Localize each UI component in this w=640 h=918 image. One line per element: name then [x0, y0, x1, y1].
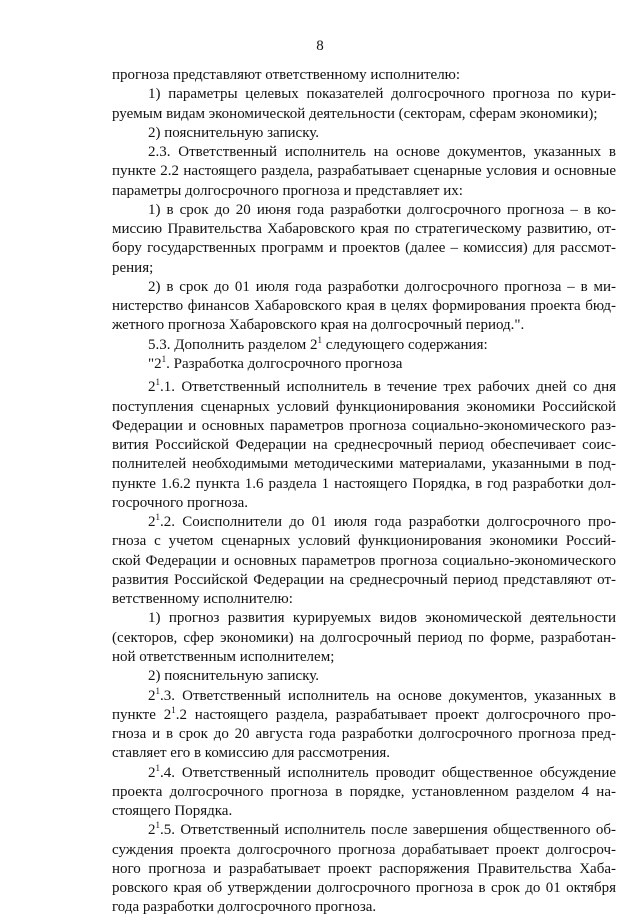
text-line: параметры долгосрочного прогноза и представляет их:	[112, 182, 463, 199]
text-fragment: 2	[148, 379, 156, 396]
text-fragment: 2	[148, 822, 156, 839]
text-line: миссию Правительства Хабаровского края по стратегическому развитию, от-	[112, 221, 616, 238]
text-line: ного прогноза и разрабатывает проект распоряжения Правительства Хаба-	[112, 860, 616, 877]
list-item: 2) пояснительную записку.	[148, 124, 320, 141]
superscript: 1	[155, 762, 160, 773]
text-line: нистерство финансов Хабаровского края в целях формирования проекта бюд-	[112, 298, 616, 315]
text-line: руемым видам экономической деятельности (секторам, сферам экономики);	[112, 105, 598, 122]
text-line: года разработки долгосрочного прогноза.	[112, 899, 377, 916]
list-item: 2) пояснительную записку.	[148, 668, 320, 685]
text-line: пункте 2.2 настоящего раздела, разрабатывает сценарные условия и основные	[112, 163, 616, 180]
text-line: жетного прогноза Хабаровского края на долгосрочный период.".	[112, 317, 525, 334]
superscript: 1	[155, 512, 160, 523]
paragraph-line	[112, 336, 616, 355]
text-line: стоящего Порядка.	[112, 803, 233, 820]
text-line: гноза и в срок до 20 августа года разработки долгосрочного прогноза пред-	[112, 726, 616, 743]
text-line: ровского края об утверждении долгосрочного прогноза в срок до 01 октября	[112, 880, 616, 897]
list-item: 1) прогноз развития курируемых видов экономической деятельности	[148, 610, 616, 627]
text-fragment: . Разработка долгосрочного прогноза	[166, 355, 403, 372]
paragraph-line	[112, 821, 616, 840]
text-fragment: 2	[148, 687, 156, 704]
text-fragment: .2. Соисполнители до 01 июля года разработки долгосрочного про-	[160, 514, 616, 531]
text-fragment: 5.3. Дополнить разделом 2	[148, 336, 318, 353]
text-line: ной ответственным исполнителем;	[112, 648, 335, 665]
superscript: 1	[317, 334, 323, 345]
list-item: 1) в срок до 20 июня года разработки долгосрочного прогноза – в ко-	[148, 201, 616, 218]
list-item: 1) параметры целевых показателей долгосрочного прогноза по кури-	[148, 86, 616, 103]
text-line	[112, 706, 616, 725]
text-line: Федерации и основных параметров прогноза социально-экономического раз-	[112, 417, 616, 434]
text-line: развития Российской Федерации на среднесрочный период представляют от-	[112, 571, 616, 588]
text-fragment: .5. Ответственный исполнитель после завершения общественного об-	[160, 822, 616, 839]
text-line: вития Российской Федерации на среднесрочный период обеспечивает соис-	[112, 437, 616, 454]
text-fragment: 2	[148, 514, 156, 531]
superscript: 1	[155, 685, 160, 696]
text-fragment: пункте 2	[112, 706, 172, 723]
superscript: 1	[155, 377, 160, 388]
text-fragment: .3. Ответственный исполнитель на основе документов, указанных в	[160, 687, 616, 704]
paragraph-line: 2.3. Ответственный исполнитель на основе документов, указанных в	[148, 144, 616, 161]
text-fragment: следующего содержания:	[322, 336, 488, 353]
text-line: суждения проекта долгосрочного прогноза дорабатывает проект долгосроч-	[112, 841, 616, 858]
superscript: 1	[161, 353, 167, 364]
text-line: проекта долгосрочного прогноза в порядке, установленном разделом 4 на-	[112, 783, 616, 800]
paragraph-line	[112, 513, 616, 532]
text-line: ставляет его в комиссию для рассмотрения.	[112, 745, 390, 762]
section-heading	[112, 355, 616, 374]
text-fragment: .1. Ответственный исполнитель в течение трех рабочих дней со дня	[160, 379, 616, 396]
page-number: 8	[316, 38, 324, 54]
text-line: поступления сценарных условий функционирования экономики Российской	[112, 398, 616, 415]
text-line: прогноза представляют ответственному исполнителю:	[112, 67, 461, 83]
text-line: бору государственных программ и проектов (далее – комиссия) для рассмот-	[112, 240, 616, 257]
paragraph-line	[112, 764, 616, 783]
text-line: госрочного прогноза.	[112, 494, 249, 511]
text-line: пункте 1.6.2 пункта 1.6 раздела 1 настоящего Порядка, в год разработки дол-	[112, 475, 616, 492]
text-fragment: 2	[148, 764, 156, 781]
text-line: рения;	[112, 259, 154, 276]
text-line: полнителей необходимыми методическими материалами, указанными в под-	[112, 456, 616, 473]
text-line: (секторов, сфер экономики) на долгосрочный период по форме, разработан-	[112, 629, 616, 646]
text-line: гноза с учетом сценарных условий функционирования экономики Россий-	[112, 533, 616, 550]
text-fragment: .2 настоящего раздела, разрабатывает проект долгосрочного про-	[175, 706, 617, 723]
list-item: 2) в срок до 01 июля года разработки долгосрочного прогноза – в ми-	[148, 278, 616, 295]
text-fragment: .4. Ответственный исполнитель проводит общественное обсуждение	[160, 764, 616, 781]
paragraph-line	[112, 687, 616, 706]
superscript: 1	[155, 820, 160, 831]
document-body	[112, 66, 616, 918]
text-line: ветственному исполнителю:	[112, 591, 293, 608]
superscript: 1	[171, 704, 176, 715]
paragraph-line	[112, 378, 616, 397]
text-fragment: "2	[148, 355, 162, 372]
text-line: ской Федерации и основных параметров прогноза социально-экономического	[112, 552, 616, 569]
